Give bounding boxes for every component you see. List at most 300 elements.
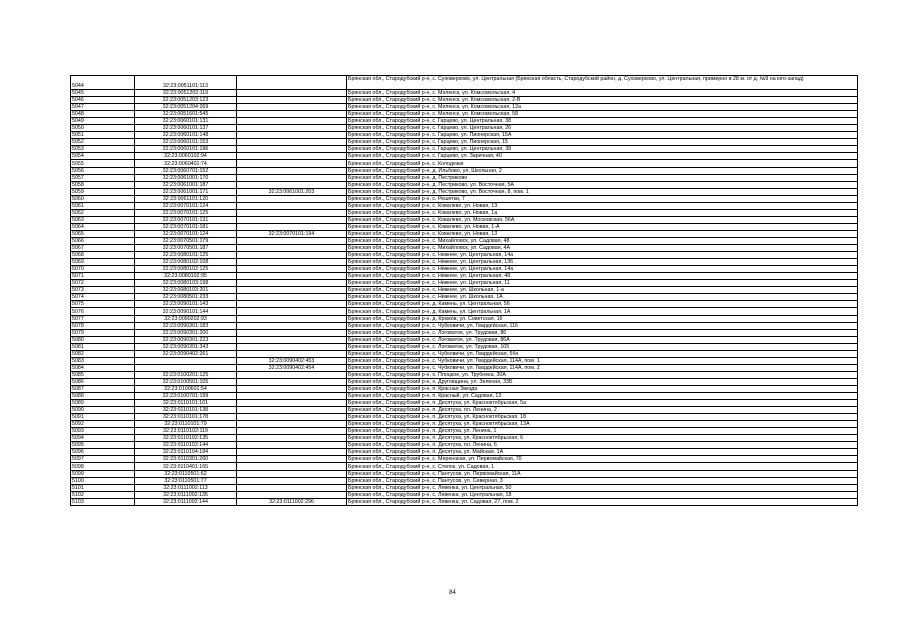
address-cell: Брянская обл., Стародубский р-н, с. Меленск, ул. Комсомольская, 12а <box>347 104 858 111</box>
row-number-cell: 5070 <box>71 266 135 273</box>
registry-table <box>70 75 858 506</box>
table-row <box>71 407 858 414</box>
cadastral-number-cell: 32:23:0080101:125 <box>135 252 237 259</box>
table-row <box>71 315 858 322</box>
table-row <box>71 498 858 505</box>
object-number-cell <box>237 322 347 329</box>
object-number-cell <box>237 273 347 280</box>
row-number-cell: 5102 <box>71 491 135 498</box>
cadastral-number-cell <box>135 357 237 364</box>
object-number-cell <box>237 237 347 244</box>
object-number-cell <box>237 195 347 202</box>
object-number-cell <box>237 315 347 322</box>
address-cell: Брянская обл., Стародубский р-н, с. Нижнее, ул. Школьная, 1А <box>347 294 858 301</box>
cadastral-number-cell: 32:23:0060101:131 <box>135 118 237 125</box>
row-number-cell: 5074 <box>71 294 135 301</box>
object-number-cell <box>237 125 347 132</box>
row-number-cell: 5046 <box>71 97 135 104</box>
row-number-cell: 5076 <box>71 308 135 315</box>
row-number-cell: 5050 <box>71 125 135 132</box>
cadastral-number-cell: 32:23:0100701:199 <box>135 393 237 400</box>
table-row <box>71 378 858 385</box>
row-number-cell: 5097 <box>71 456 135 463</box>
table-row <box>71 435 858 442</box>
object-number-cell <box>237 111 347 118</box>
address-cell: Брянская обл., Стародубский р-н, с. Гарцево, ул. Пионерская, 15 <box>347 139 858 146</box>
cadastral-number-cell: 32:23:0110101:138 <box>135 407 237 414</box>
table-row <box>71 393 858 400</box>
table-row <box>71 259 858 266</box>
table-row <box>71 364 858 371</box>
cadastral-number-cell: 32:23:0080501:233 <box>135 294 237 301</box>
cadastral-number-cell: 32:23:0080103:201 <box>135 287 237 294</box>
address-cell: Брянская обл., Стародубский р-н, с. Нижнее, ул. Центральная, 136 <box>347 259 858 266</box>
object-number-cell <box>237 400 347 407</box>
table-row <box>71 329 858 336</box>
object-number-cell <box>237 301 347 308</box>
object-number-cell <box>237 414 347 421</box>
cadastral-number-cell: 32:23:0080102:125 <box>135 266 237 273</box>
cadastral-number-cell: 32:23:0111002:135 <box>135 491 237 498</box>
row-number-cell: 5069 <box>71 259 135 266</box>
cadastral-number-cell: 32:23:0051204:269 <box>135 104 237 111</box>
cadastral-number-cell: 32:23:0060401:74 <box>135 160 237 167</box>
object-number-cell <box>237 470 347 477</box>
address-cell: Брянская обл., Стародубский р-н, с. Колодезки <box>347 160 858 167</box>
address-cell: Брянская обл., Стародубский р-н, с. Меленск, ул. Комсомольская, 58 <box>347 111 858 118</box>
row-number-cell: 5071 <box>71 273 135 280</box>
address-cell: Брянская обл., Стародубский р-н, с. Ковалево, ул. Новая, 13 <box>347 202 858 209</box>
cadastral-number-cell: 32:23:0061001:187 <box>135 181 237 188</box>
cadastral-number-cell: 32:23:0061001:170 <box>135 174 237 181</box>
address-cell: Брянская обл., Стародубский р-н, с. Левенка, ул. Центральная, 50 <box>347 484 858 491</box>
object-number-cell <box>237 181 347 188</box>
object-number-cell <box>237 343 347 350</box>
object-number-cell <box>237 90 347 97</box>
row-number-cell: 5095 <box>71 442 135 449</box>
row-number-cell: 5051 <box>71 132 135 139</box>
cadastral-number-cell: 32:23:0110102:119 <box>135 428 237 435</box>
object-number-cell <box>237 456 347 463</box>
table-row <box>71 491 858 498</box>
address-cell: Брянская обл., Стародубский р-н, с. Нижнее, ул. Центральная, 14а <box>347 252 858 259</box>
row-number-cell: 5044 <box>71 76 135 90</box>
object-number-cell <box>237 329 347 336</box>
object-number-cell <box>237 385 347 392</box>
cadastral-number-cell: 32:23:0070101:124 <box>135 230 237 237</box>
address-cell: Брянская обл., Стародубский р-н, с. Нижнее, ул. Школьная, 1-а <box>347 287 858 294</box>
address-cell: Брянская обл., Стародубский р-н, с. Чубковичи, ул. Гвардейская, 5бн <box>347 350 858 357</box>
cadastral-number-cell: 32:23:0090301:223 <box>135 336 237 343</box>
cadastral-number-cell: 32:23:0110102:144 <box>135 442 237 449</box>
table-row <box>71 125 858 132</box>
object-number-cell <box>237 463 347 470</box>
object-number-cell <box>237 393 347 400</box>
object-number-cell: 32:23:0061001:203 <box>237 188 347 195</box>
address-cell: Брянская обл., Стародубский р-н, с. Логоватое, ул. Трудовая, 105 <box>347 343 858 350</box>
cadastral-number-cell: 32:23:0070101:124 <box>135 202 237 209</box>
cadastral-number-cell: 32:23:0070501:187 <box>135 245 237 252</box>
row-number-cell: 5049 <box>71 118 135 125</box>
address-cell: Брянская обл., Стародубский р-н, с. Пантусов, ул. Северная, 3 <box>347 477 858 484</box>
cadastral-number-cell: 32:23:0090301:200 <box>135 329 237 336</box>
row-number-cell: 5052 <box>71 139 135 146</box>
object-number-cell <box>237 216 347 223</box>
object-number-cell <box>237 294 347 301</box>
row-number-cell: 5103 <box>71 498 135 505</box>
table-row <box>71 308 858 315</box>
row-number-cell: 5060 <box>71 195 135 202</box>
cadastral-number-cell: 32:23:0110501:77 <box>135 477 237 484</box>
table-row <box>71 223 858 230</box>
address-cell: Брянская обл., Стародубский р-н, п. Красный, ул. Садовая, 13 <box>347 393 858 400</box>
cadastral-number-cell: 32:23:0090101:143 <box>135 301 237 308</box>
row-number-cell: 5064 <box>71 223 135 230</box>
table-row <box>71 195 858 202</box>
table-row <box>71 216 858 223</box>
address-cell: Брянская обл., Стародубский р-н, п. Десятуха, ул. Красноктябрьская, 13А <box>347 421 858 428</box>
table-row <box>71 294 858 301</box>
object-number-cell: 32:23:0090402:454 <box>237 364 347 371</box>
cadastral-number-cell: 32:23:0080102:95 <box>135 273 237 280</box>
table-row <box>71 237 858 244</box>
address-cell: Брянская обл., Стародубский р-н, с. Нижнее, ул. Центральная, 14а <box>347 266 858 273</box>
cadastral-number-cell: 32:23:0100601:54 <box>135 385 237 392</box>
address-cell: Брянская обл., Стародубский р-н, д. Крюков, ул. Советская, 16 <box>347 315 858 322</box>
address-cell: Брянская обл., Стародубский р-н, с. Степок, ул. Садовая, 1 <box>347 463 858 470</box>
object-number-cell <box>237 209 347 216</box>
cadastral-number-cell: 32:23:0100501:105 <box>135 378 237 385</box>
table-row <box>71 153 858 160</box>
object-number-cell <box>237 287 347 294</box>
address-cell: Брянская обл., Стародубский р-н, с. Левенка, ул. Центральная, 18 <box>347 491 858 498</box>
object-number-cell <box>237 153 347 160</box>
table-row <box>71 118 858 125</box>
object-number-cell <box>237 308 347 315</box>
cadastral-number-cell: 32:23:0060101:137 <box>135 125 237 132</box>
address-cell: Брянская обл., Стародубский р-н, д. Камень, ул. Центральная, 56 <box>347 301 858 308</box>
cadastral-number-cell: 32:23:0110501:62 <box>135 470 237 477</box>
cadastral-number-cell: 32:23:0061101:120 <box>135 195 237 202</box>
cadastral-number-cell: 32:23:0070101:181 <box>135 223 237 230</box>
cadastral-number-cell: 32:23:0110104:184 <box>135 449 237 456</box>
table-row <box>71 336 858 343</box>
row-number-cell: 5061 <box>71 202 135 209</box>
object-number-cell: 32:23:0111002:296 <box>237 498 347 505</box>
object-number-cell <box>237 146 347 153</box>
cadastral-number-cell: 32:23:0060102:94 <box>135 153 237 160</box>
object-number-cell <box>237 421 347 428</box>
table-row <box>71 477 858 484</box>
row-number-cell: 5058 <box>71 181 135 188</box>
row-number-cell: 5101 <box>71 484 135 491</box>
cadastral-number-cell: 32:23:0051203:123 <box>135 97 237 104</box>
object-number-cell <box>237 378 347 385</box>
row-number-cell: 5062 <box>71 209 135 216</box>
address-cell: Брянская обл., Стародубский р-н, д. Пестриково <box>347 174 858 181</box>
table-row <box>71 449 858 456</box>
cadastral-number-cell: 32:23:0110101:101 <box>135 400 237 407</box>
cadastral-number-cell: 32:23:0061001:171 <box>135 188 237 195</box>
address-cell: Брянская обл., Стародубский р-н, п. Десятуха, ул. Красноктябрьская, 6 <box>347 435 858 442</box>
row-number-cell: 5083 <box>71 357 135 364</box>
row-number-cell: 5087 <box>71 385 135 392</box>
address-cell: Брянская обл., Стародубский р-н, п. Десятуха, пл. Ленина, 2 <box>347 407 858 414</box>
row-number-cell: 5072 <box>71 280 135 287</box>
row-number-cell: 5080 <box>71 336 135 343</box>
row-number-cell: 5078 <box>71 322 135 329</box>
address-cell: Брянская обл., Стародубский р-н, с. Михайловск, ул. Садовая, 48 <box>347 237 858 244</box>
row-number-cell: 5084 <box>71 364 135 371</box>
row-number-cell: 5063 <box>71 216 135 223</box>
object-number-cell <box>237 491 347 498</box>
address-cell: Брянская обл., Стародубский р-н, с. Чубковичи, ул. Гвардейская, 114А, пом. 2 <box>347 364 858 371</box>
table-row <box>71 322 858 329</box>
address-cell: Брянская обл., Стародубский р-н, п. Десятуха, пл. Ленина, 6 <box>347 442 858 449</box>
object-number-cell: 32:23:0090402:453 <box>237 357 347 364</box>
address-cell: Брянская обл., Стародубский р-н, с. Гарцево, ул. Пионерская, 15А <box>347 132 858 139</box>
cadastral-number-cell: 32:23:0111002:144 <box>135 498 237 505</box>
address-cell: Брянская обл., Стародубский р-н, с. Ковалево, ул. Новая, 1а <box>347 209 858 216</box>
table-row <box>71 463 858 470</box>
address-cell: Брянская обл., Стародубский р-н, с. Решетки, 7 <box>347 195 858 202</box>
object-number-cell <box>237 259 347 266</box>
row-number-cell: 5091 <box>71 414 135 421</box>
table-row <box>71 181 858 188</box>
cadastral-number-cell: 32:23:0110101:79 <box>135 421 237 428</box>
object-number-cell <box>237 245 347 252</box>
object-number-cell <box>237 266 347 273</box>
row-number-cell: 5065 <box>71 230 135 237</box>
address-cell: Брянская обл., Стародубский р-н, п. Десятуха, ул. Красноктябрьская, 5а <box>347 400 858 407</box>
object-number-cell <box>237 484 347 491</box>
cadastral-number-cell: 32:23:0090101:144 <box>135 308 237 315</box>
row-number-cell: 5093 <box>71 428 135 435</box>
row-number-cell: 5099 <box>71 470 135 477</box>
table-row <box>71 421 858 428</box>
address-cell: Брянская обл., Стародубский р-н, д. Пестриково, ул. Восточная, 8, пом. 1 <box>347 188 858 195</box>
object-number-cell <box>237 336 347 343</box>
row-number-cell: 5045 <box>71 90 135 97</box>
address-cell: Брянская обл., Стародубский р-н, с. Нижнее, ул. Центральная, 11 <box>347 280 858 287</box>
table-row <box>71 252 858 259</box>
address-cell: Брянская обл., Стародубский р-н, с. Меренокая, ул. Первомайская, 70 <box>347 456 858 463</box>
row-number-cell: 5048 <box>71 111 135 118</box>
registry-table-body <box>71 76 858 506</box>
address-cell: Брянская обл., Стародубский р-н, с. Чубковичи, ул. Гвардейская, 116 <box>347 322 858 329</box>
address-cell: Брянская обл., Стародубский р-н, д. Пестриково, ул. Восточная, 5А <box>347 181 858 188</box>
row-number-cell: 5067 <box>71 245 135 252</box>
object-number-cell <box>237 76 347 90</box>
table-row <box>71 414 858 421</box>
object-number-cell <box>237 407 347 414</box>
table-row <box>71 280 858 287</box>
cadastral-number-cell: 32:23:0090301:183 <box>135 322 237 329</box>
cadastral-number-cell: 32:23:0090402:261 <box>135 350 237 357</box>
object-number-cell <box>237 223 347 230</box>
table-row <box>71 104 858 111</box>
row-number-cell: 5073 <box>71 287 135 294</box>
address-cell: Брянская обл., Стародубский р-н, х. Плоцкое, ул. Трубнека, 30А <box>347 371 858 378</box>
cadastral-number-cell: 32:23:0110101:178 <box>135 414 237 421</box>
table-row <box>71 301 858 308</box>
object-number-cell <box>237 160 347 167</box>
object-number-cell <box>237 371 347 378</box>
cadastral-number-cell: 32:23:0060701:152 <box>135 167 237 174</box>
row-number-cell: 5096 <box>71 449 135 456</box>
address-cell: Брянская обл., Стародубский р-н, с. Ковалево, ул. Новая, 1-А <box>347 223 858 230</box>
table-row <box>71 139 858 146</box>
table-row <box>71 400 858 407</box>
object-number-cell <box>237 202 347 209</box>
address-cell: Брянская обл., Стародубский р-н, х. Друговщина, ул. Зеленая, 33Б <box>347 378 858 385</box>
address-cell: Брянская обл., Стародубский р-н, с. Суховерхово, ул. Центральная (Брянская область, Стародубский район, д. Суховерхово, ул. Центральная, примерно в 28 м. от д. №9 на юго-запад) <box>347 76 858 90</box>
cadastral-number-cell: 32:23:0110301:260 <box>135 456 237 463</box>
cadastral-number-cell: 32:23:0070101:125 <box>135 209 237 216</box>
table-row <box>71 132 858 139</box>
cadastral-number-cell: 32:23:0100201:125 <box>135 371 237 378</box>
cadastral-number-cell: 32:23:0060101:153 <box>135 139 237 146</box>
row-number-cell: 5086 <box>71 378 135 385</box>
table-row <box>71 97 858 104</box>
object-number-cell <box>237 350 347 357</box>
cadastral-number-cell: 32:23:0110401:165 <box>135 463 237 470</box>
object-number-cell <box>237 252 347 259</box>
object-number-cell <box>237 97 347 104</box>
cadastral-number-cell: 32:23:0111002:113 <box>135 484 237 491</box>
object-number-cell <box>237 428 347 435</box>
address-cell: Брянская обл., Стародубский р-н, с. Меленск, ул. Комсомольская, 4 <box>347 90 858 97</box>
page-number: 84 <box>449 590 456 596</box>
table-row <box>71 90 858 97</box>
address-cell: Брянская обл., Стародубский р-н, д. Камень, ул. Центральная, 1А <box>347 308 858 315</box>
cadastral-number-cell: 32:23:0051601:545 <box>135 111 237 118</box>
table-row <box>71 111 858 118</box>
address-cell: Брянская обл., Стародубский р-н, с. Меленск, ул. Комсомольская, 2-В <box>347 97 858 104</box>
row-number-cell: 5098 <box>71 463 135 470</box>
row-number-cell: 5055 <box>71 160 135 167</box>
row-number-cell: 5082 <box>71 350 135 357</box>
address-cell: Брянская обл., Стародубский р-н, с. Левенка, ул. Садовая, 27, пом. 2 <box>347 498 858 505</box>
address-cell: Брянская обл., Стародубский р-н, с. Гарцево, ул. Центральная, 26 <box>347 125 858 132</box>
table-row <box>71 266 858 273</box>
table-row <box>71 160 858 167</box>
cadastral-number-cell: 32:23:0051202:119 <box>135 90 237 97</box>
table-row <box>71 230 858 237</box>
row-number-cell: 5057 <box>71 174 135 181</box>
table-row <box>71 428 858 435</box>
address-cell: Брянская обл., Стародубский р-н, с. Гарцево, ул. Заречная, 40 <box>347 153 858 160</box>
address-cell: Брянская обл., Стародубский р-н, с. Гарцево, ул. Центральная, 38 <box>347 146 858 153</box>
table-row <box>71 76 858 90</box>
cadastral-number-cell: 32:23:0110102:135 <box>135 435 237 442</box>
table-row <box>71 371 858 378</box>
object-number-cell <box>237 280 347 287</box>
cadastral-number-cell: 32:23:0060101:196 <box>135 146 237 153</box>
address-cell: Брянская обл., Стародубский р-н, с. Логоватое, ул. Трудовая, 86 <box>347 329 858 336</box>
row-number-cell: 5092 <box>71 421 135 428</box>
address-cell: Брянская обл., Стародубский р-н, с. Гарцево, ул. Центральная, 38 <box>347 118 858 125</box>
object-number-cell <box>237 132 347 139</box>
table-row <box>71 209 858 216</box>
cadastral-number-cell: 32:23:0051101:113 <box>135 76 237 90</box>
table-row <box>71 456 858 463</box>
object-number-cell <box>237 442 347 449</box>
table-row <box>71 343 858 350</box>
cadastral-number-cell: 32:23:0070101:131 <box>135 216 237 223</box>
object-number-cell <box>237 104 347 111</box>
address-cell: Брянская обл., Стародубский р-н, п. Десятуха, ул. Красноктябрьская, 18 <box>347 414 858 421</box>
row-number-cell: 5047 <box>71 104 135 111</box>
row-number-cell: 5066 <box>71 237 135 244</box>
object-number-cell <box>237 118 347 125</box>
table-row <box>71 442 858 449</box>
cadastral-number-cell <box>135 364 237 371</box>
cadastral-number-cell: 32:23:0090202:93 <box>135 315 237 322</box>
row-number-cell: 5077 <box>71 315 135 322</box>
address-cell: Брянская обл., Стародубский р-н, с. Логоватое, ул. Трудовая, 86А <box>347 336 858 343</box>
row-number-cell: 5053 <box>71 146 135 153</box>
object-number-cell <box>237 435 347 442</box>
row-number-cell: 5100 <box>71 477 135 484</box>
object-number-cell <box>237 174 347 181</box>
table-row <box>71 273 858 280</box>
table-row <box>71 167 858 174</box>
address-cell: Брянская обл., Стародубский р-н, д. Ильбово, ул. Школьная, 2 <box>347 167 858 174</box>
row-number-cell: 5081 <box>71 343 135 350</box>
row-number-cell: 5054 <box>71 153 135 160</box>
table-row <box>71 146 858 153</box>
table-row <box>71 188 858 195</box>
object-number-cell <box>237 477 347 484</box>
row-number-cell: 5089 <box>71 400 135 407</box>
address-cell: Брянская обл., Стародубский р-н, с. Нижнее, ул. Центральная, 48 <box>347 273 858 280</box>
row-number-cell: 5075 <box>71 301 135 308</box>
row-number-cell: 5056 <box>71 167 135 174</box>
table-row <box>71 357 858 364</box>
cadastral-number-cell: 32:23:0060101:148 <box>135 132 237 139</box>
row-number-cell: 5068 <box>71 252 135 259</box>
row-number-cell: 5094 <box>71 435 135 442</box>
table-row <box>71 470 858 477</box>
cadastral-number-cell: 32:23:0080102:108 <box>135 259 237 266</box>
object-number-cell <box>237 449 347 456</box>
address-cell: Брянская обл., Стародубский р-н, с. Ковалево, ул. Московская, 56А <box>347 216 858 223</box>
address-cell: Брянская обл., Стародубский р-н, п. Десятуха, ул. Майская, 1А <box>347 449 858 456</box>
row-number-cell: 5085 <box>71 371 135 378</box>
object-number-cell <box>237 167 347 174</box>
address-cell: Брянская обл., Стародубский р-н, с. Пантусов, ул. Первомайская, 11А <box>347 470 858 477</box>
table-row <box>71 287 858 294</box>
table-row <box>71 245 858 252</box>
table-row <box>71 350 858 357</box>
object-number-cell <box>237 139 347 146</box>
address-cell: Брянская обл., Стародубский р-н, с. Михайловск, ул. Садовая, 4А <box>347 245 858 252</box>
cadastral-number-cell: 32:23:0070501:179 <box>135 237 237 244</box>
row-number-cell: 5088 <box>71 393 135 400</box>
address-cell: Брянская обл., Стародубский р-н, с. Чубковичи, ул. Гвардейская, 114А, пом. 1 <box>347 357 858 364</box>
table-row <box>71 174 858 181</box>
object-number-cell: 32:23:0070101:194 <box>237 230 347 237</box>
row-number-cell: 5059 <box>71 188 135 195</box>
row-number-cell: 5079 <box>71 329 135 336</box>
row-number-cell: 5090 <box>71 407 135 414</box>
table-row <box>71 202 858 209</box>
table-row <box>71 385 858 392</box>
address-cell: Брянская обл., Стародубский р-н, п. Красная Звезда <box>347 385 858 392</box>
address-cell: Брянская обл., Стародубский р-н, с. Ковалево, ул. Новая, 13 <box>347 230 858 237</box>
cadastral-number-cell: 32:23:0090301:343 <box>135 343 237 350</box>
